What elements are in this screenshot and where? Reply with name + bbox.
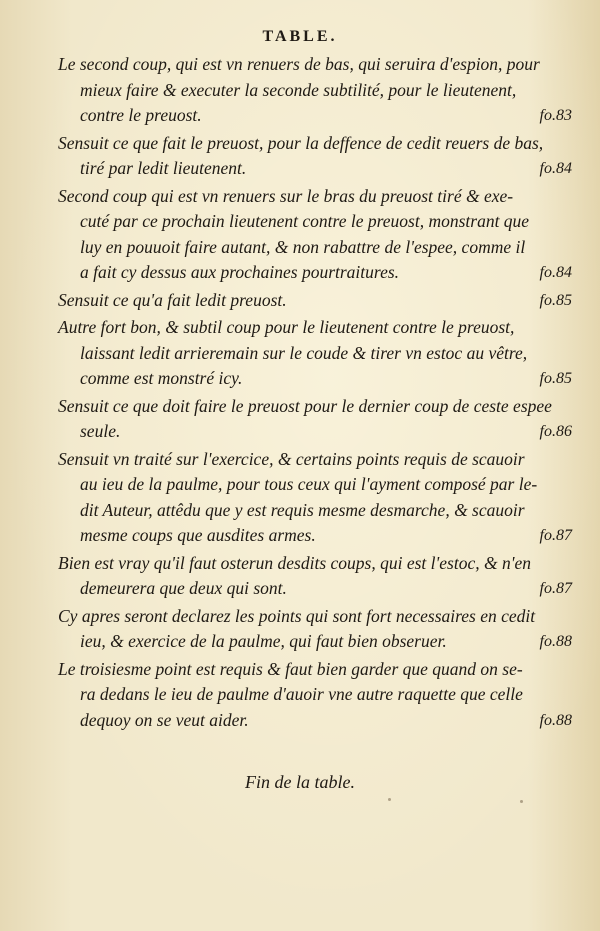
entry-line: cuté par ce prochain lieutenent contre le preuost, monstrant que — [80, 211, 530, 231]
ink-speck — [520, 800, 523, 803]
toc-entry — [58, 288, 578, 314]
entry-line: ra dedans le ieu de paulme d'auoir vne autre raquette que celle — [80, 684, 523, 704]
entry-line: Le troisiesme point est requis & faut bien garder que quand on se- — [58, 658, 523, 679]
folio-number: fo.86 — [539, 423, 572, 440]
folio-number: fo.87 — [539, 580, 572, 597]
entry-line: ieu, & exercice de la paulme, qui faut bien obseruer. — [80, 631, 447, 651]
entry-line: demeurera que deux qui sont. — [80, 578, 287, 598]
entry-line: seule. — [80, 421, 121, 441]
entry-line: comme est monstré icy. — [80, 368, 243, 388]
folio-number: fo.84 — [539, 160, 572, 177]
entry-line: Autre fort bon, & subtil coup pour le lieutenent contre le preuost, — [58, 317, 515, 337]
folio-number: fo.84 — [539, 264, 572, 281]
table-of-contents — [58, 52, 578, 735]
folio-number: fo.83 — [539, 107, 572, 124]
entry-line: mieux faire & executer la seconde subtilité, pour le lieutenent, — [80, 79, 517, 100]
toc-entry — [58, 447, 578, 549]
toc-entry — [58, 52, 578, 129]
entry-line: Sensuit ce que fait le preuost, pour la deffence de cedit reuers de bas, — [58, 132, 544, 153]
entry-line: a fait cy dessus aux prochaines pourtraitures. — [80, 262, 400, 282]
entry-line: Sensuit ce que doit faire le preuost pour le dernier coup de ceste espee — [58, 395, 552, 416]
entry-line: dequoy on se veut aider. — [80, 709, 249, 730]
entry-line: tiré par ledit lieutenent. — [80, 158, 247, 178]
entry-line: dit Auteur, attêdu que y est requis mesme desmarche, & scauoir — [80, 499, 525, 520]
entry-line: Le second coup, qui est vn renuers de bas, qui seruira d'espion, pour — [58, 54, 540, 74]
entry-line: Sensuit ce qu'a fait ledit preuost. — [58, 289, 287, 310]
folio-number: fo.87 — [539, 527, 572, 544]
entry-line: laissant ledit arrieremain sur le coude & tirer vn estoc au vêtre, — [80, 342, 528, 363]
page-header: TABLE. — [262, 28, 338, 45]
toc-entry — [58, 604, 578, 655]
folio-number: fo.85 — [539, 370, 572, 387]
entry-line: Second coup qui est vn renuers sur le bras du preuost tiré & exe- — [58, 185, 514, 206]
entry-line: au ieu de la paulme, pour tous ceux qui l'ayment composé par le- — [80, 474, 538, 494]
entry-line: contre le preuost. — [80, 105, 202, 125]
entry-line: Bien est vray qu'il faut osterun desdits coups, qui est l'estoc, & n'en — [58, 552, 531, 573]
toc-entry — [58, 131, 578, 182]
toc-entry — [58, 394, 578, 445]
entry-line: Cy apres seront declarez les points qui sont fort necessaires en cedit — [58, 605, 536, 626]
entry-line: Sensuit vn traité sur l'exercice, & certains points requis de scauoir — [58, 448, 525, 469]
end-of-table: Fin de la table. — [245, 772, 355, 792]
toc-entry — [58, 315, 578, 392]
entry-line: mesme coups que ausdites armes. — [80, 525, 316, 545]
toc-entry — [58, 551, 578, 602]
toc-entry — [58, 657, 578, 734]
toc-entry — [58, 184, 578, 286]
folio-number: fo.85 — [539, 291, 572, 309]
ink-speck — [388, 798, 391, 801]
folio-number: fo.88 — [539, 711, 572, 729]
folio-number: fo.88 — [539, 633, 572, 650]
entry-line: luy en pouuoit faire autant, & non rabattre de l'espee, comme il — [80, 236, 526, 257]
